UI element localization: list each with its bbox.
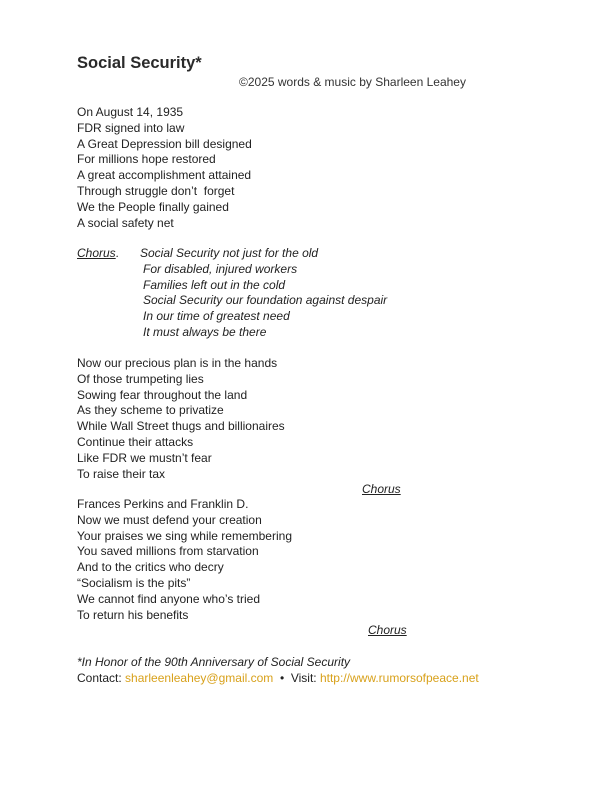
chorus-line: It must always be there (143, 324, 267, 339)
verse-2 (77, 356, 285, 482)
verse-1 (77, 105, 252, 231)
verse-line: A great accomplishment attained (77, 168, 252, 183)
chorus-label-punctuation: . (116, 246, 120, 260)
verse-line: We the People finally gained (77, 199, 229, 214)
chorus-line: Families left out in the cold (143, 277, 286, 292)
verse-line: A social safety net (77, 215, 174, 230)
verse-line: As they scheme to privatize (77, 403, 224, 418)
verse-line: Through struggle don’t forget (77, 183, 235, 198)
chorus-line: Social Security our foundation against despair (143, 293, 388, 308)
chorus-lines (140, 246, 480, 341)
copyright-byline: ©2025 words & music by Sharleen Leahey (239, 75, 466, 89)
contact-line (77, 671, 479, 685)
verse-line: Continue their attacks (77, 434, 194, 449)
chorus-label: Chorus (77, 246, 116, 260)
chorus-line: For disabled, injured workers (143, 261, 298, 276)
verse-line: Frances Perkins and Franklin D. (77, 497, 249, 511)
verse-3 (77, 497, 292, 623)
verse-line: To raise their tax (77, 466, 166, 481)
verse-line: “Socialism is the pits” (77, 575, 191, 590)
verse-line: Sowing fear throughout the land (77, 387, 248, 402)
footnote: *In Honor of the 90th Anniversary of Social Security (77, 655, 351, 669)
verse-line: FDR signed into law (77, 120, 185, 135)
chorus-line: In our time of greatest need (143, 309, 290, 324)
verse-line: On August 14, 1935 (77, 105, 184, 119)
chorus-line: Social Security not just for the old (140, 246, 319, 260)
email-link[interactable]: sharleenleahey@gmail.com (125, 671, 274, 685)
verse-line: While Wall Street thugs and billionaires (77, 419, 285, 434)
verse-line: To return his benefits (77, 607, 189, 622)
visit-label: • Visit: (273, 671, 320, 685)
verse-line: For millions hope restored (77, 152, 216, 167)
verse-line: Now we must defend your creation (77, 512, 262, 527)
verse-line: Now our precious plan is in the hands (77, 356, 278, 370)
song-title: Social Security* (77, 54, 202, 72)
verse-line: Like FDR we mustn’t fear (77, 450, 212, 465)
verse-line: And to the critics who decry (77, 560, 224, 575)
chorus-reference: Chorus (362, 482, 401, 496)
verse-line: You saved millions from starvation (77, 544, 259, 559)
verse-line: A Great Depression bill designed (77, 136, 252, 151)
website-link[interactable]: http://www.rumorsofpeace.net (319, 671, 479, 685)
contact-label: Contact: (77, 671, 126, 685)
verse-line: We cannot find anyone who’s tried (77, 591, 261, 606)
verse-line: Of those trumpeting lies (77, 371, 204, 386)
chorus-reference: Chorus (368, 623, 407, 637)
verse-line: Your praises we sing while remembering (77, 528, 292, 543)
